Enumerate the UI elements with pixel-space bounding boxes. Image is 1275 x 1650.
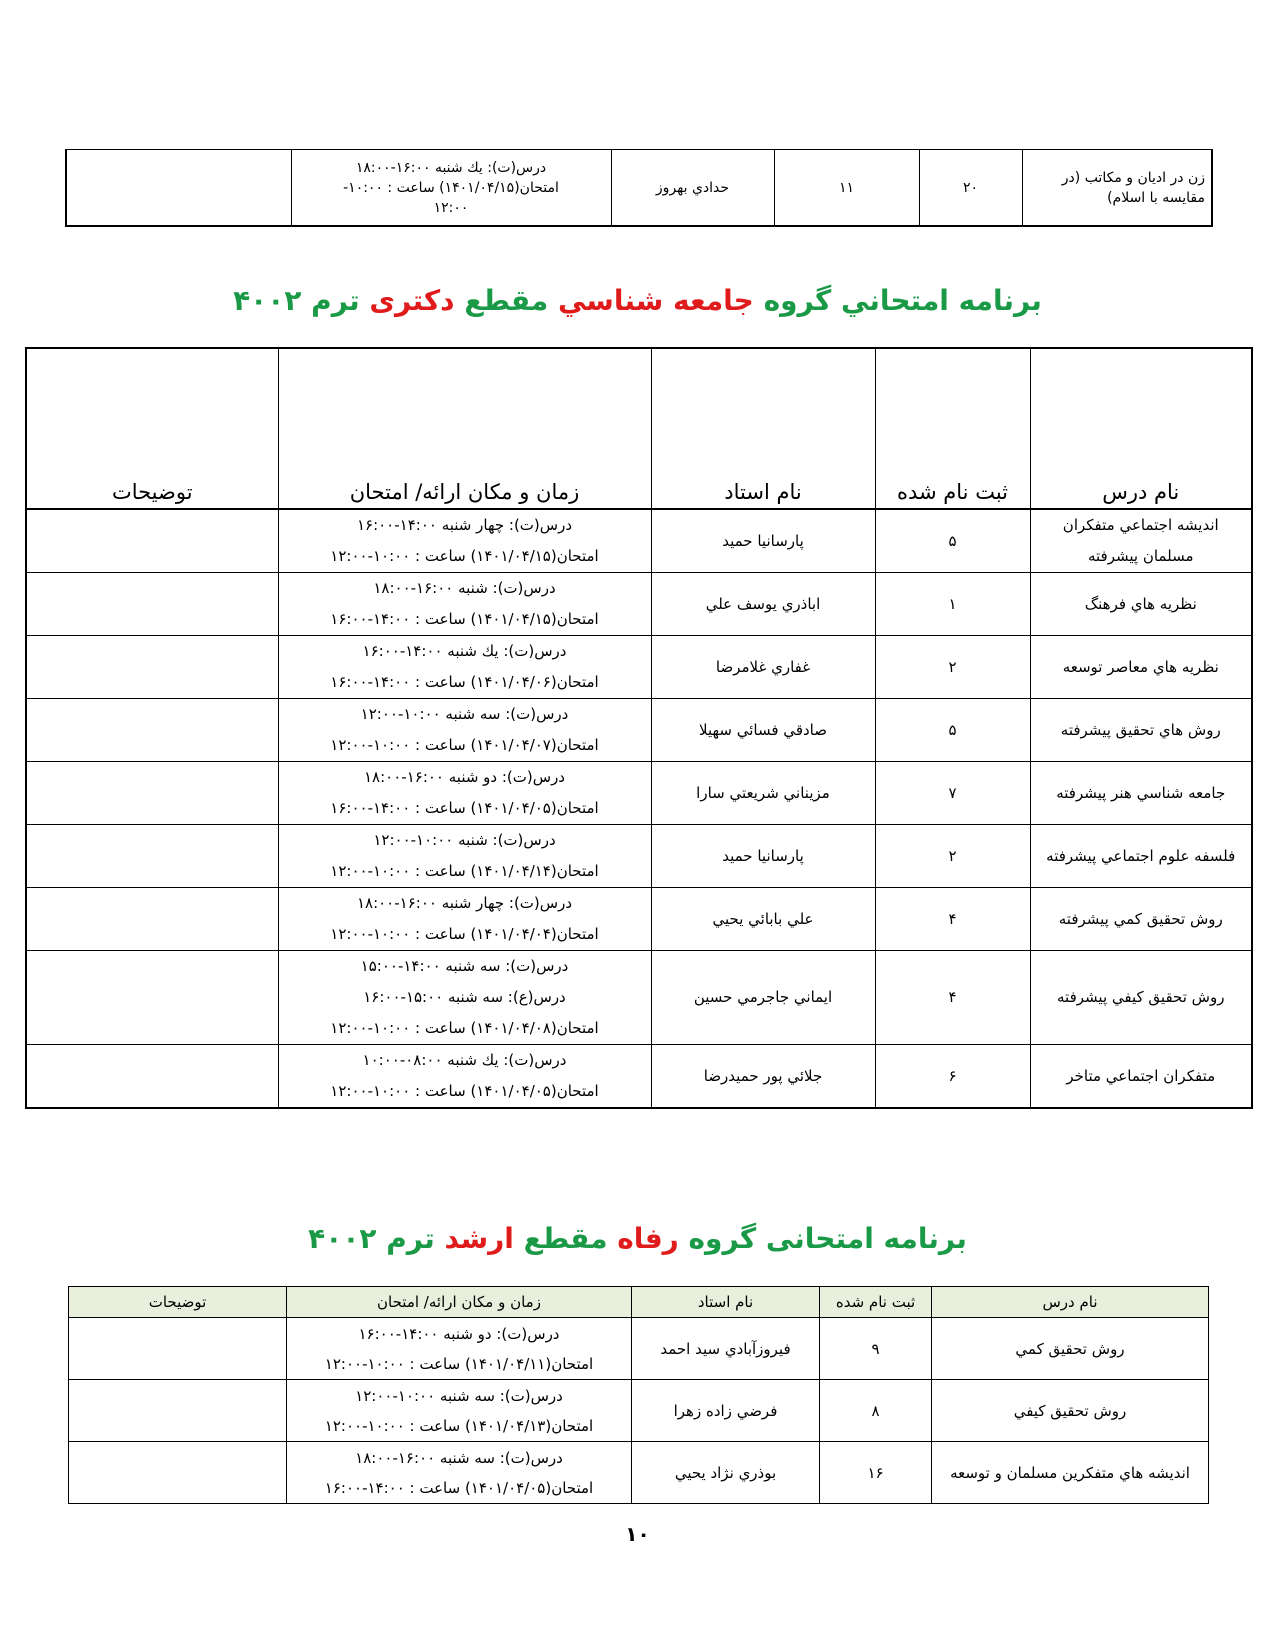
course-cell: روش تحقيق كمي — [932, 1318, 1209, 1380]
schedule-line: درس(ت): شنبه ۱۰:۰۰-۱۲:۰۰ — [373, 831, 556, 849]
registered-cell: ۹ — [820, 1318, 932, 1380]
notes-cell — [69, 1380, 287, 1442]
schedule-line: درس(ت): دو شنبه ۱۴:۰۰-۱۶:۰۰ — [358, 1324, 560, 1343]
registered-cell: ۴ — [875, 951, 1030, 1045]
phd-exam-table — [25, 347, 1253, 1109]
previous-section-table — [65, 149, 1213, 227]
instructor-cell: پارسانيا حميد — [651, 825, 875, 888]
schedule-line: امتحان(۱۴۰۱/۰۴/۱۵) ساعت : ۱۰:۰۰- — [343, 179, 559, 196]
schedule-line: درس(ت): سه شنبه ۱۰:۰۰-۱۲:۰۰ — [355, 1386, 563, 1405]
notes-cell — [26, 636, 278, 699]
registered-cell: ۱۶ — [820, 1442, 932, 1504]
notes-cell — [69, 1442, 287, 1504]
instructor-cell: صادقي فسائي سهيلا — [651, 699, 875, 762]
schedule-line: درس(ت): چهار شنبه ۱۶:۰۰-۱۸:۰۰ — [356, 894, 573, 912]
ma-section-heading — [0, 1222, 1275, 1255]
table-row — [26, 636, 1252, 699]
instructor-cell: پارسانيا حميد — [651, 509, 875, 573]
notes-cell — [26, 888, 278, 951]
instructor-cell: حدادي بهروز — [611, 150, 774, 227]
schedule-line: درس(ت): يك شنبه ۰۸:۰۰-۱۰:۰۰ — [362, 1051, 567, 1069]
instructor-cell: جلائي پور حميدرضا — [651, 1045, 875, 1109]
heading-term: ترم ۴۰۰۲ — [233, 284, 360, 317]
table-row — [69, 1318, 1209, 1380]
schedule-cell — [278, 825, 651, 888]
table-row — [69, 1442, 1209, 1504]
heading-text: مقطع — [523, 1222, 608, 1255]
course-cell: روش تحقيق كيفي پيشرفته — [1030, 951, 1252, 1045]
code-cell: ۱۱ — [774, 150, 919, 227]
course-cell: روش تحقيق كيفي — [932, 1380, 1209, 1442]
phd-section-heading — [0, 284, 1275, 317]
schedule-cell — [278, 951, 651, 1045]
table-row — [26, 888, 1252, 951]
header-notes: توضيحات — [26, 348, 278, 509]
schedule-line: امتحان(۱۴۰۱/۰۴/۱۵) ساعت : ۱۰:۰۰-۱۲:۰۰ — [330, 547, 599, 565]
schedule-line: امتحان(۱۴۰۱/۰۴/۰۵) ساعت : ۱۴:۰۰-۱۶:۰۰ — [330, 799, 599, 817]
schedule-cell — [291, 150, 611, 227]
table-row — [26, 1045, 1252, 1109]
registered-cell: ۲۰ — [919, 150, 1022, 227]
schedule-line: امتحان(۱۴۰۱/۰۴/۰۷) ساعت : ۱۰:۰۰-۱۲:۰۰ — [330, 736, 599, 754]
registered-cell: ۵ — [875, 509, 1030, 573]
schedule-cell — [278, 888, 651, 951]
registered-cell: ۱ — [875, 573, 1030, 636]
schedule-line: امتحان(۱۴۰۱/۰۴/۰۵) ساعت : ۱۰:۰۰-۱۲:۰۰ — [330, 1082, 599, 1100]
header-registered: ثبت نام شده — [875, 348, 1030, 509]
schedule-line: درس(ت): چهار شنبه ۱۴:۰۰-۱۶:۰۰ — [356, 516, 573, 534]
instructor-cell: فيروزآبادي سيد احمد — [632, 1318, 820, 1380]
schedule-line: درس(ت): شنبه ۱۶:۰۰-۱۸:۰۰ — [373, 579, 556, 597]
table-row — [26, 825, 1252, 888]
table-header-row — [69, 1287, 1209, 1318]
schedule-cell — [287, 1380, 632, 1442]
schedule-line: امتحان(۱۴۰۱/۰۴/۱۴) ساعت : ۱۰:۰۰-۱۲:۰۰ — [330, 862, 599, 880]
header-notes: توضيحات — [69, 1287, 287, 1318]
schedule-cell — [278, 573, 651, 636]
table-row — [26, 573, 1252, 636]
schedule-cell — [287, 1442, 632, 1504]
schedule-line: درس(ت): دو شنبه ۱۶:۰۰-۱۸:۰۰ — [364, 768, 565, 786]
schedule-line: امتحان(۱۴۰۱/۰۴/۰۴) ساعت : ۱۰:۰۰-۱۲:۰۰ — [330, 925, 599, 943]
heading-text: برنامه امتحانی گروه — [688, 1222, 967, 1255]
header-course: نام درس — [1030, 348, 1252, 509]
schedule-line: امتحان(۱۴۰۱/۰۴/۰۶) ساعت : ۱۴:۰۰-۱۶:۰۰ — [330, 673, 599, 691]
schedule-cell — [278, 509, 651, 573]
table-row — [69, 1380, 1209, 1442]
instructor-cell: اباذري يوسف علي — [651, 573, 875, 636]
schedule-cell — [278, 1045, 651, 1109]
notes-cell — [26, 762, 278, 825]
schedule-cell — [278, 699, 651, 762]
course-cell: نظريه هاي معاصر توسعه — [1030, 636, 1252, 699]
table-row — [66, 150, 1212, 227]
header-schedule: زمان و مكان ارائه/ امتحان — [278, 348, 651, 509]
schedule-line: درس(ت): سه شنبه ۱۶:۰۰-۱۸:۰۰ — [355, 1448, 563, 1467]
registered-cell: ۴ — [875, 888, 1030, 951]
course-cell: انديشه اجتماعي متفكران مسلمان پيشرفته — [1030, 509, 1252, 573]
notes-cell — [26, 573, 278, 636]
table-row — [26, 951, 1252, 1045]
table-row — [26, 509, 1252, 573]
notes-cell — [66, 150, 291, 227]
course-cell: انديشه هاي متفكرين مسلمان و توسعه — [932, 1442, 1209, 1504]
registered-cell: ۲ — [875, 825, 1030, 888]
schedule-cell — [278, 762, 651, 825]
schedule-line: ۱۲:۰۰ — [433, 199, 469, 216]
registered-cell: ۶ — [875, 1045, 1030, 1109]
instructor-cell: فرضي زاده زهرا — [632, 1380, 820, 1442]
schedule-cell — [278, 636, 651, 699]
header-course: نام درس — [932, 1287, 1209, 1318]
schedule-line: امتحان(۱۴۰۱/۰۴/۰۵) ساعت : ۱۴:۰۰-۱۶:۰۰ — [324, 1478, 594, 1497]
heading-level: ارشد — [444, 1222, 514, 1255]
registered-cell: ۸ — [820, 1380, 932, 1442]
page-number: ۱۰ — [625, 1522, 650, 1546]
schedule-cell — [287, 1318, 632, 1380]
schedule-line: درس(ت): يك شنبه ۱۴:۰۰-۱۶:۰۰ — [362, 642, 567, 660]
instructor-cell: ايماني جاجرمي حسين — [651, 951, 875, 1045]
schedule-line: درس(ع): سه شنبه ۱۵:۰۰-۱۶:۰۰ — [363, 988, 566, 1006]
course-cell: روش هاي تحقيق پيشرفته — [1030, 699, 1252, 762]
registered-cell: ۷ — [875, 762, 1030, 825]
notes-cell — [69, 1318, 287, 1380]
table-row — [26, 762, 1252, 825]
course-cell: فلسفه علوم اجتماعي پيشرفته — [1030, 825, 1252, 888]
schedule-line: درس(ت): سه شنبه ۱۰:۰۰-۱۲:۰۰ — [360, 705, 569, 723]
table-row — [26, 699, 1252, 762]
course-cell: جامعه شناسي هنر پيشرفته — [1030, 762, 1252, 825]
schedule-line: امتحان(۱۴۰۱/۰۴/۱۱) ساعت : ۱۰:۰۰-۱۲:۰۰ — [324, 1354, 594, 1373]
schedule-line: امتحان(۱۴۰۱/۰۴/۱۵) ساعت : ۱۴:۰۰-۱۶:۰۰ — [330, 610, 599, 628]
heading-text: برنامه امتحاني گروه — [763, 284, 1042, 317]
heading-level: دکتری — [369, 284, 455, 317]
notes-cell — [26, 509, 278, 573]
instructor-cell: غفاري غلامرضا — [651, 636, 875, 699]
registered-cell: ۵ — [875, 699, 1030, 762]
notes-cell — [26, 825, 278, 888]
schedule-line: امتحان(۱۴۰۱/۰۴/۱۳) ساعت : ۱۰:۰۰-۱۲:۰۰ — [324, 1416, 594, 1435]
header-instructor: نام استاد — [632, 1287, 820, 1318]
ma-exam-table — [68, 1286, 1209, 1504]
course-cell: نظريه هاي فرهنگ — [1030, 573, 1252, 636]
heading-group-name: جامعه شناسي — [557, 284, 754, 317]
notes-cell — [26, 951, 278, 1045]
instructor-cell: مزيناني شريعتي سارا — [651, 762, 875, 825]
header-schedule: زمان و مكان ارائه/ امتحان — [287, 1287, 632, 1318]
header-registered: ثبت نام شده — [820, 1287, 932, 1318]
table-header-row — [26, 348, 1252, 509]
instructor-cell: علي بابائي يحيي — [651, 888, 875, 951]
schedule-line: امتحان(۱۴۰۱/۰۴/۰۸) ساعت : ۱۰:۰۰-۱۲:۰۰ — [330, 1019, 599, 1037]
notes-cell — [26, 1045, 278, 1109]
course-cell: زن در اديان و مكاتب (در مقايسه با اسلام) — [1022, 150, 1212, 227]
heading-term: ترم ۴۰۰۲ — [308, 1222, 435, 1255]
header-instructor: نام استاد — [651, 348, 875, 509]
schedule-line: درس(ت): يك شنبه ۱۶:۰۰-۱۸:۰۰ — [355, 159, 547, 176]
heading-group-name: رفاه — [617, 1222, 679, 1255]
course-cell: روش تحقيق كمي پيشرفته — [1030, 888, 1252, 951]
course-cell: متفكران اجتماعي متاخر — [1030, 1045, 1252, 1109]
schedule-line: درس(ت): سه شنبه ۱۴:۰۰-۱۵:۰۰ — [360, 957, 569, 975]
heading-text: مقطع — [464, 284, 549, 317]
instructor-cell: بوذري نژاد يحيي — [632, 1442, 820, 1504]
registered-cell: ۲ — [875, 636, 1030, 699]
notes-cell — [26, 699, 278, 762]
